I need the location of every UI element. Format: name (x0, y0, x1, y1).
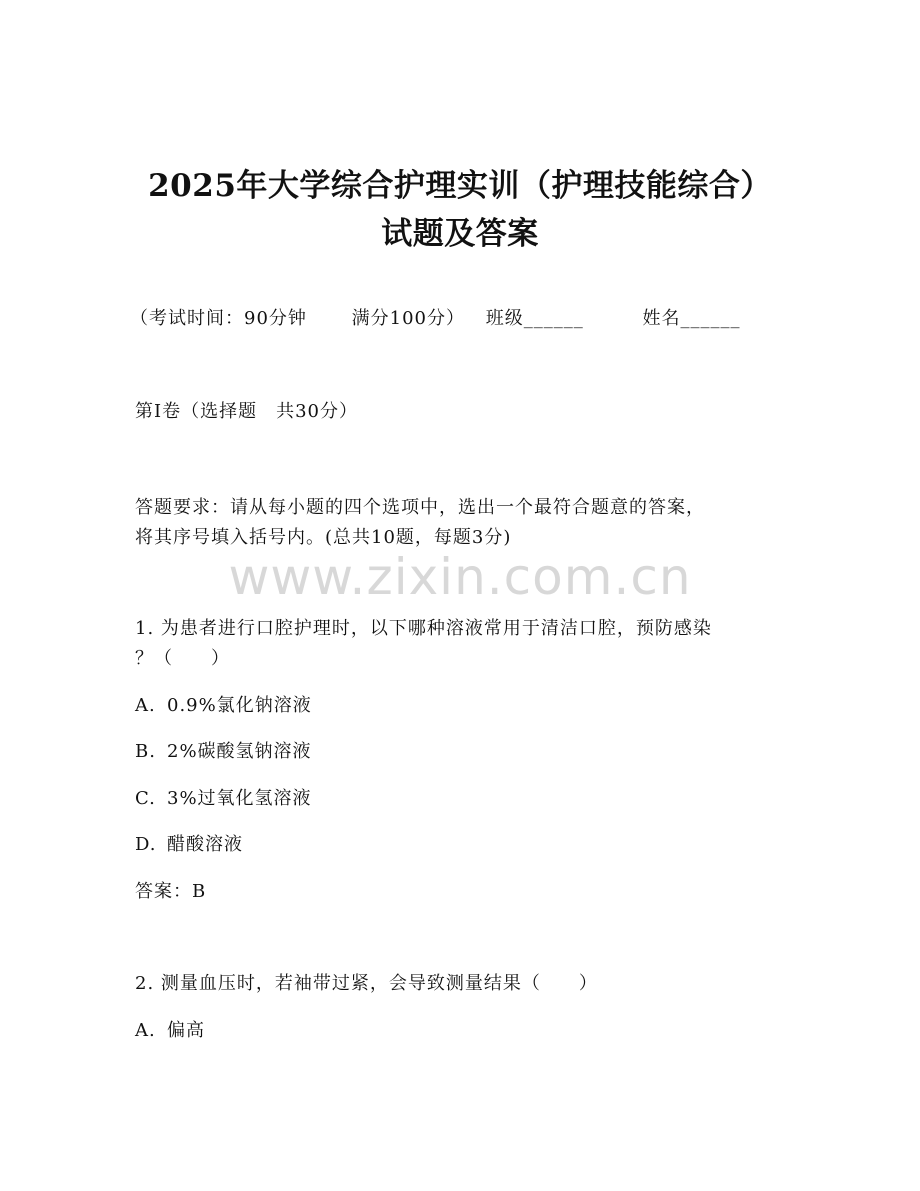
option-text: 0.9%氯化钠溶液 (167, 695, 312, 716)
question-1-option-c (135, 784, 312, 810)
option-label: B. (135, 741, 156, 762)
name-field: 姓名______ (642, 308, 741, 329)
option-label: C. (135, 788, 156, 809)
question-2-stem: 2. 测量血压时，若袖带过紧，会导致测量结果（ ） (135, 973, 598, 994)
section-heading: 第I卷（选择题 共30分） (135, 401, 359, 422)
requirement-line2: 将其序号填入括号内。(总共10题，每题3分) (135, 527, 512, 548)
question-1-option-d (135, 830, 243, 856)
class-field: 班级______ (485, 308, 584, 329)
option-text: 偏高 (167, 1020, 205, 1041)
question-2-option-a (135, 1016, 205, 1042)
document-title-line1: 2025年大学综合护理实训（护理技能综合） (148, 168, 772, 204)
exam-time: （考试时间：90分钟 (130, 308, 307, 329)
question-1-stem-line1: 1. 为患者进行口腔护理时，以下哪种溶液常用于清洁口腔，预防感染 (135, 618, 712, 639)
exam-score: 满分100分） (351, 308, 465, 329)
option-label: A. (135, 1020, 156, 1041)
option-text: 2%碳酸氢钠溶液 (167, 741, 312, 762)
watermark: www.zixin.com.cn (228, 548, 692, 606)
question-1-answer: 答案：B (135, 881, 207, 902)
option-label: D. (135, 834, 157, 855)
option-text: 醋酸溶液 (167, 834, 243, 855)
exam-meta (130, 304, 740, 330)
option-label: A. (135, 695, 156, 716)
option-text: 3%过氧化氢溶液 (167, 788, 312, 809)
document-title-line2: 试题及答案 (381, 216, 539, 252)
question-1-option-a (135, 691, 312, 717)
question-1-stem-line2: ？（ ） (135, 648, 230, 669)
requirement-line1: 答题要求：请从每小题的四个选项中，选出一个最符合题意的答案， (135, 497, 705, 518)
question-1-option-b (135, 737, 312, 763)
